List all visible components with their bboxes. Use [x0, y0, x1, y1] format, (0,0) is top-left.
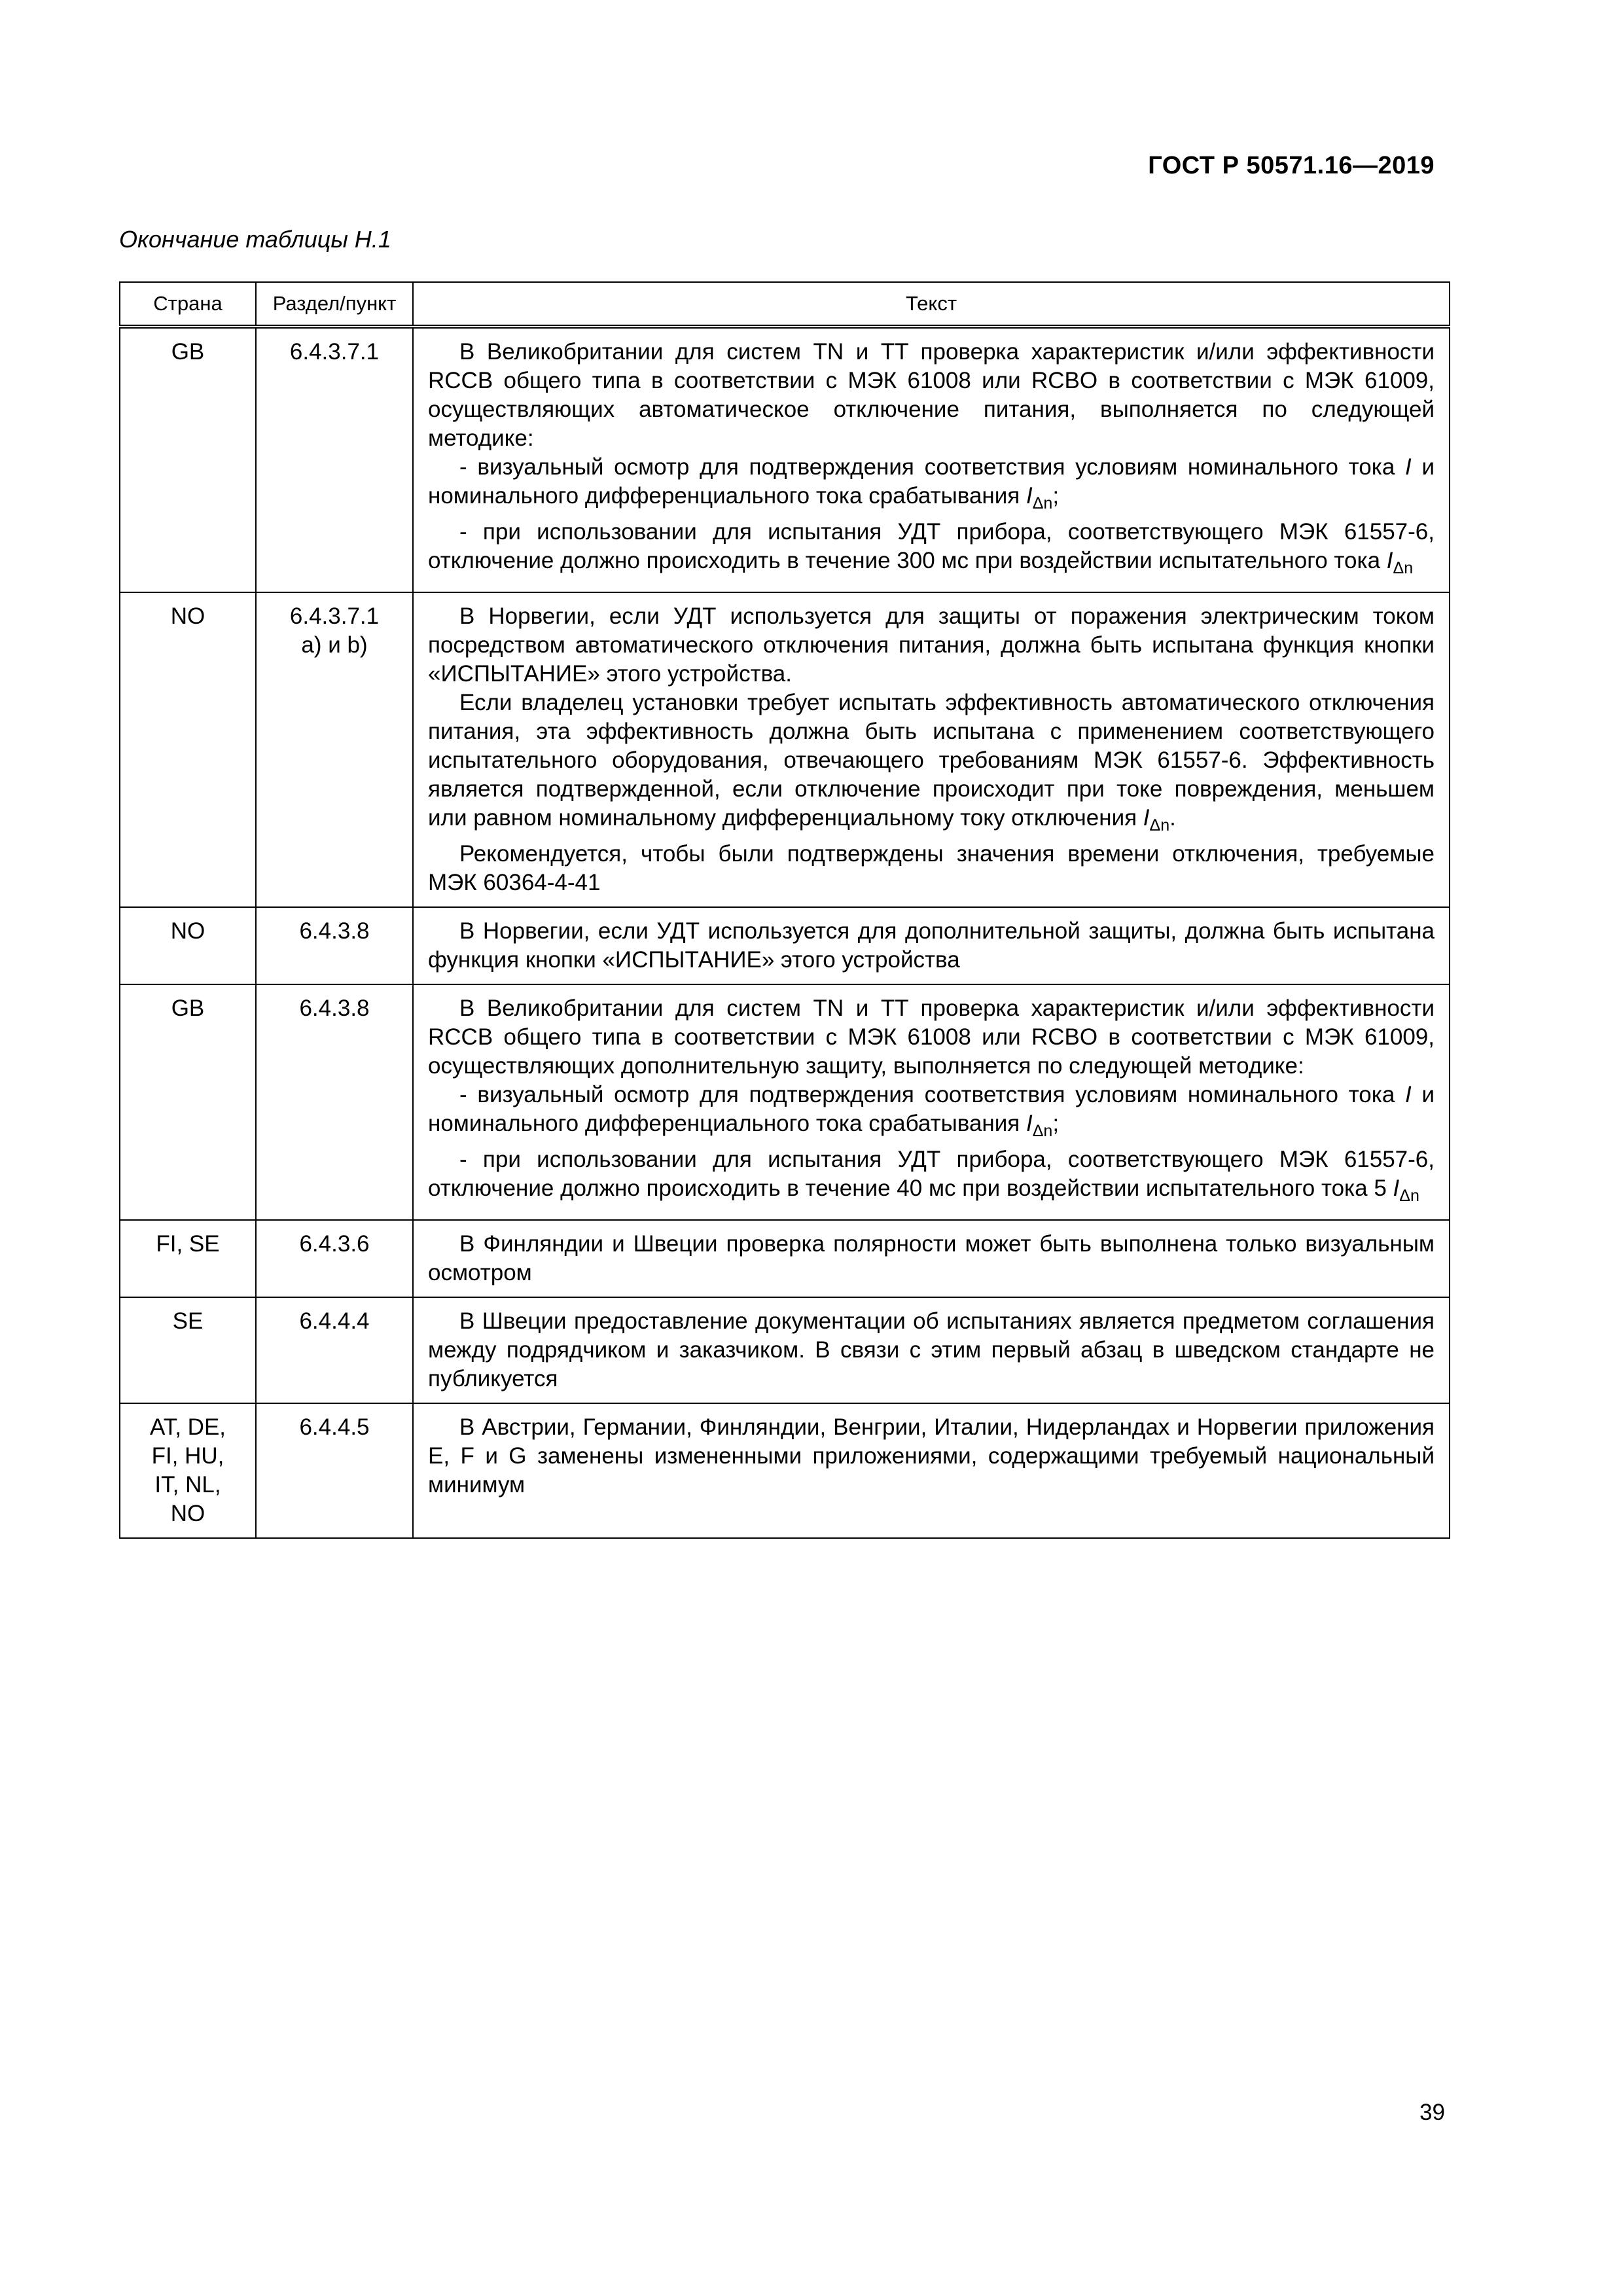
cell-country: NO — [120, 907, 256, 984]
paragraph: Рекомендуется, чтобы были подтверждены значения времени отключения, требуемые МЭК 60364-4-41 — [428, 841, 1435, 895]
cell-text — [413, 907, 1450, 984]
list-item: - визуальный осмотр для подтверждения соответствия условиям номинального тока I и номинального дифференциального тока срабатывания $I_{\Delta n}$; — [428, 1082, 1435, 1140]
cell-country: NO — [120, 592, 256, 907]
paragraph: В Норвегии, если УДТ используется для дополнительной защиты, должна быть испытана функция кнопки «ИСПЫТАНИЕ» этого устройства — [428, 918, 1435, 973]
cell-text — [413, 984, 1450, 1220]
cell-section: 6.4.3.8 — [256, 984, 413, 1220]
cell-section: 6.4.3.7.1 a) и b) — [256, 592, 413, 907]
cell-section: 6.4.3.8 — [256, 907, 413, 984]
list-item: - визуальный осмотр для подтверждения соответствия условиям номинального тока I и номинального дифференциального тока срабатывания $I_{\Delta n}$; — [428, 454, 1435, 512]
header-text: Текст — [413, 282, 1450, 327]
table-row — [120, 592, 1450, 907]
cell-country: FI, SE — [120, 1220, 256, 1297]
header-section: Раздел/пункт — [256, 282, 413, 327]
table-row — [120, 1220, 1450, 1297]
cell-text — [413, 327, 1450, 592]
table-caption: Окончание таблицы H.1 — [119, 226, 391, 253]
list-item: - при использовании для испытания УДТ прибора, соответствующего МЭК 61557-6, отключение должно происходить в течение 300 мс при воздействии испытательного тока $I_{\Delta n}$ — [428, 519, 1435, 577]
cell-section: 6.4.4.4 — [256, 1297, 413, 1403]
page-number: 39 — [1419, 2100, 1445, 2125]
cell-section: 6.4.3.6 — [256, 1220, 413, 1297]
document-number: ГОСТ Р 50571.16—2019 — [1148, 152, 1435, 179]
cell-text — [413, 1220, 1450, 1297]
table-header-row — [120, 282, 1450, 327]
paragraph: В Австрии, Германии, Финляндии, Венгрии, Италии, Нидерландах и Норвегии приложения E, F и G заменены измененными приложениями, содержащими требуемый национальный минимум — [428, 1414, 1435, 1498]
cell-section: 6.4.3.7.1 — [256, 327, 413, 592]
paragraph: В Норвегии, если УДТ используется для защиты от поражения электрическим током посредством автоматического отключения питания, должна быть испытана функция кнопки «ИСПЫТАНИЕ» этого устройства. — [428, 603, 1435, 687]
cell-country: GB — [120, 327, 256, 592]
table-row — [120, 984, 1450, 1220]
cell-country: AT, DE, FI, HU, IT, NL, NO — [120, 1403, 256, 1538]
cell-text — [413, 592, 1450, 907]
list-item: - при использовании для испытания УДТ прибора, соответствующего МЭК 61557-6, отключение должно происходить в течение 40 мс при воздействии испытательного тока 5 $I_{\Delta n}$ — [428, 1147, 1435, 1205]
table-row — [120, 907, 1450, 984]
paragraph: В Великобритании для систем TN и TT проверка характеристик и/или эффективности RCCB общего типа в соответствии с МЭК 61008 или RCBO в соответствии с МЭК 61009, осуществляющих дополнительную защиту, выполняется по следующей методике: — [428, 996, 1435, 1079]
paragraph: В Великобритании для систем TN и TT проверка характеристик и/или эффективности RCCB общего типа в соответствии с МЭК 61008 или RCBO в соответствии с МЭК 61009, осуществляющих автоматическое отключение питания, выполняется по следующей методике: — [428, 339, 1435, 451]
cell-section: 6.4.4.5 — [256, 1403, 413, 1538]
table-row — [120, 1403, 1450, 1538]
cell-text — [413, 1403, 1450, 1538]
header-country: Страна — [120, 282, 256, 327]
country-deviations-table — [119, 281, 1450, 1539]
table-row — [120, 1297, 1450, 1403]
paragraph: В Финляндии и Швеции проверка полярности может быть выполнена только визуальным осмотром — [428, 1231, 1435, 1285]
cell-country: SE — [120, 1297, 256, 1403]
cell-country: GB — [120, 984, 256, 1220]
table-row — [120, 327, 1450, 592]
paragraph: Если владелец установки требует испытать эффективность автоматического отключения питания, эта эффективность должна быть испытана с применением соответствующего испытательного оборудования, отвечающего требованиям МЭК 61557-6. Эффективность является подтвержденной, если отключение происходит при токе повреждения, меньшем или равном номинальному дифференциальному току отключения $I_{\Delta n}$. — [428, 690, 1435, 834]
paragraph: В Швеции предоставление документации об испытаниях является предметом соглашения между подрядчиком и заказчиком. В связи с этим первый абзац в шведском стандарте не публикуется — [428, 1308, 1435, 1391]
cell-text — [413, 1297, 1450, 1403]
